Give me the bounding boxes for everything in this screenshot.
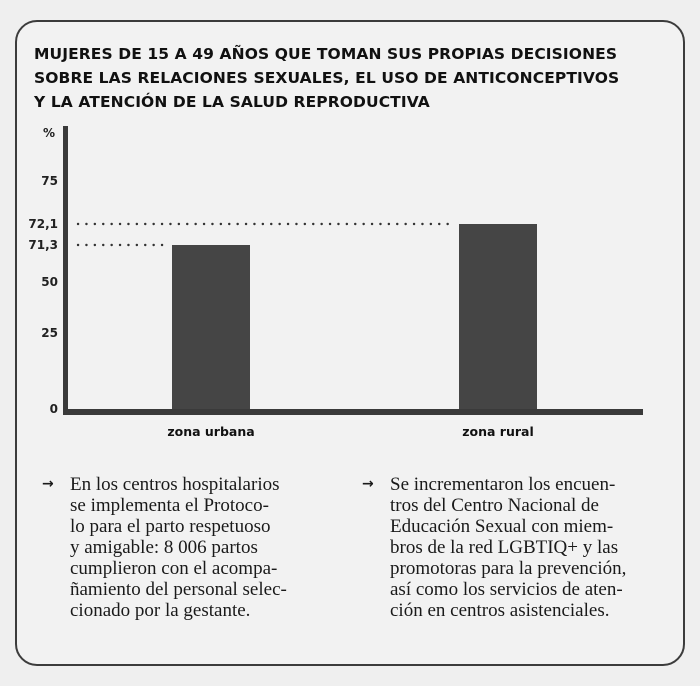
note-line: promotoras para la prevención, xyxy=(390,558,627,579)
note-line: tros del Centro Nacional de xyxy=(390,495,599,516)
bar xyxy=(172,245,250,409)
y-axis-unit-label: % xyxy=(43,126,56,140)
title-line: MUJERES DE 15 A 49 AÑOS QUE TOMAN SUS PROPIAS DECISIONES xyxy=(34,45,618,63)
category-labels xyxy=(167,424,533,439)
note-line: así como los servicios de aten- xyxy=(390,579,623,600)
y-tick-labels xyxy=(28,174,58,416)
note-line: cumplieron con el acompa- xyxy=(70,558,278,579)
note-line: cionado por la gestante. xyxy=(70,600,251,621)
y-tick-label: 72,1 xyxy=(28,217,58,231)
title-line: Y LA ATENCIÓN DE LA SALUD REPRODUCTIVA xyxy=(34,93,430,111)
note-line: se implementa el Protoco- xyxy=(70,495,269,516)
note-line: y amigable: 8 006 partos xyxy=(70,537,258,558)
note-line: ñamiento del personal selec- xyxy=(70,579,287,600)
note-line: En los centros hospitalarios xyxy=(70,474,280,495)
y-tick-label: 71,3 xyxy=(28,238,58,252)
x-axis xyxy=(63,409,643,415)
bar xyxy=(459,224,537,409)
note-text xyxy=(390,474,666,621)
arrow-icon: → xyxy=(42,476,54,492)
bars xyxy=(172,224,537,409)
note-line: bros de la red LGBTIQ+ y las xyxy=(390,537,619,558)
arrow-icon: → xyxy=(362,476,374,492)
note-line: ción en centros asistenciales. xyxy=(390,600,610,621)
title-line: SOBRE LAS RELACIONES SEXUALES, EL USO DE ANTICONCEPTIVOS xyxy=(34,69,620,87)
category-label: zona rural xyxy=(462,424,534,439)
category-label: zona urbana xyxy=(167,424,255,439)
note-line: lo para el parto respetuoso xyxy=(70,516,271,537)
y-axis xyxy=(63,126,68,415)
note-text xyxy=(70,474,346,621)
reference-lines xyxy=(78,224,453,245)
note-line: Educación Sexual con miem- xyxy=(390,516,614,537)
y-tick-label: 75 xyxy=(41,174,58,188)
y-tick-label: 0 xyxy=(49,402,58,416)
y-tick-label: 50 xyxy=(41,275,58,289)
y-tick-label: 25 xyxy=(41,326,58,340)
note-line: Se incrementaron los encuen- xyxy=(390,474,616,495)
